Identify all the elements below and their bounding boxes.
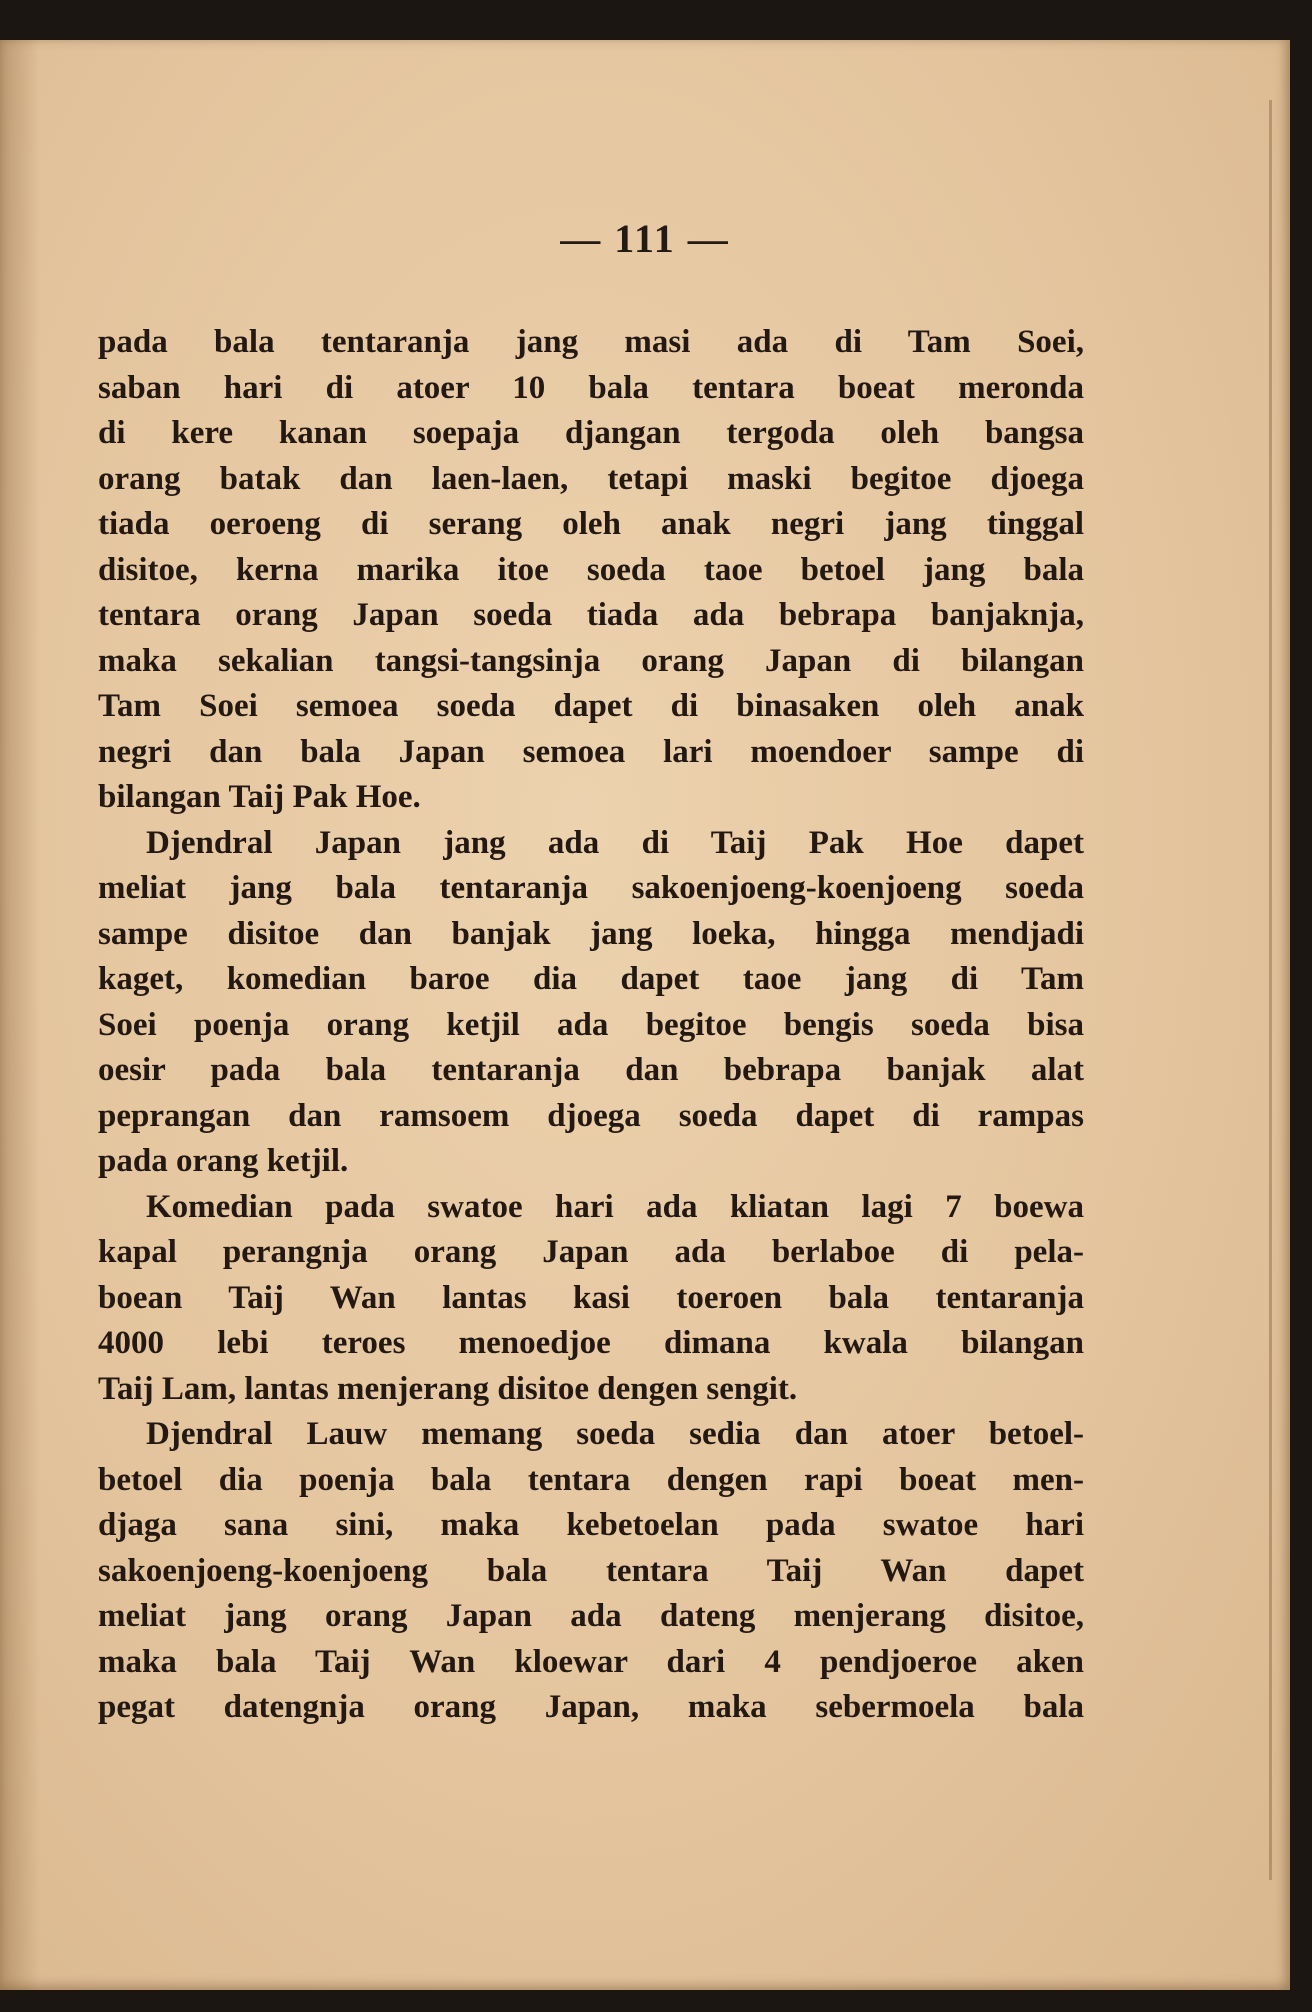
text-line: pegat datengnja orang Japan, maka sebermoela bala: [98, 1689, 1084, 1725]
text-line: Taij Lam, lantas menjerang disitoe dengen sengit.: [98, 1370, 798, 1407]
text-line: di kere kanan soepaja djangan tergoda oleh bangsa: [98, 415, 1084, 451]
text-line: saban hari di atoer 10 bala tentara boeat meronda: [98, 369, 1084, 406]
text-line: tentara orang Japan soeda tiada ada bebrapa banjaknja,: [98, 597, 1084, 633]
text-line: sakoenjoeng-koenjoeng bala tentara Taij Wan dapet: [98, 1552, 1084, 1589]
page-edge-line: [1269, 100, 1272, 1880]
text-line: boean Taij Wan lantas kasi toeroen bala tentaranja: [98, 1279, 1084, 1316]
text-line: tiada oeroeng di serang oleh anak negri jang tinggal: [98, 506, 1084, 542]
text-line: kaget, komedian baroe dia dapet taoe jang di Tam: [98, 961, 1084, 997]
text-line: Soei poenja orang ketjil ada begitoe bengis soeda bisa: [98, 1006, 1084, 1043]
text-line: Komedian pada swatoe hari ada kliatan lagi 7 boewa: [146, 1188, 1084, 1225]
text-line: Djendral Lauw memang soeda sedia dan atoer betoel-: [146, 1416, 1084, 1452]
text-line: betoel dia poenja bala tentara dengen rapi boeat men-: [98, 1461, 1084, 1498]
body-text: [98, 320, 1084, 1731]
page-number: — 111 —: [560, 216, 730, 261]
text-line: maka bala Taij Wan kloewar dari 4 pendjoeroe aken: [98, 1643, 1084, 1680]
text-line: disitoe, kerna marika itoe soeda taoe betoel jang bala: [98, 551, 1084, 588]
text-line: bilangan Taij Pak Hoe.: [98, 779, 421, 815]
text-line: orang batak dan laen-laen, tetapi maski begitoe djoega: [98, 460, 1084, 497]
text-line: maka sekalian tangsi-tangsinja orang Japan di bilangan: [98, 642, 1084, 679]
text-line: pada bala tentaranja jang masi ada di Tam Soei,: [98, 324, 1084, 360]
text-line: negri dan bala Japan semoea lari moendoer sampe di: [98, 733, 1084, 770]
text-line: sampe disitoe dan banjak jang loeka, hingga mendjadi: [98, 915, 1084, 952]
text-line: peprangan dan ramsoem djoega soeda dapet di rampas: [98, 1097, 1084, 1134]
text-line: oesir pada bala tentaranja dan bebrapa banjak alat: [98, 1052, 1084, 1088]
text-line: Tam Soei semoea soeda dapet di binasaken oleh anak: [98, 688, 1084, 724]
text-line: Djendral Japan jang ada di Taij Pak Hoe dapet: [146, 824, 1084, 861]
text-line: pada orang ketjil.: [98, 1143, 349, 1179]
text-line: meliat jang orang Japan ada dateng menjerang disitoe,: [98, 1598, 1084, 1634]
text-line: kapal perangnja orang Japan ada berlaboe di pela-: [98, 1234, 1084, 1270]
page-gutter-shadow: [0, 40, 40, 1990]
text-line: djaga sana sini, maka kebetoelan pada swatoe hari: [98, 1507, 1084, 1543]
text-line: 4000 lebi teroes menoedjoe dimana kwala bilangan: [98, 1325, 1084, 1361]
text-line: meliat jang bala tentaranja sakoenjoeng-koenjoeng soeda: [98, 870, 1084, 906]
